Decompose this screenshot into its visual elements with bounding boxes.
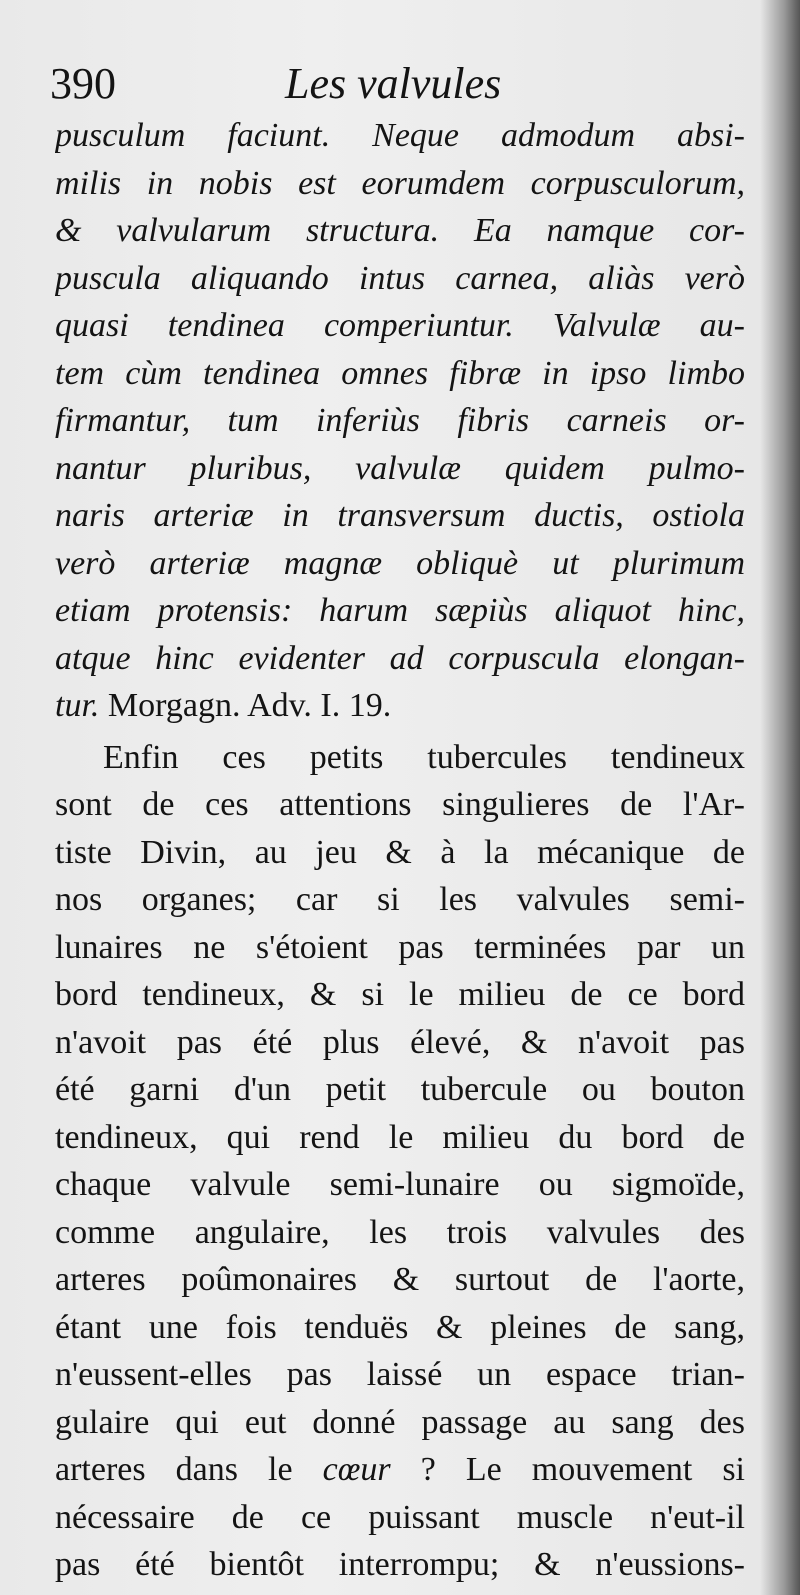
text-line: tem cùm tendinea omnes fibræ in ipso limbo	[55, 354, 745, 392]
text-line: comme angulaire, les trois valvules des	[55, 1213, 745, 1251]
text-line: chaque valvule semi-lunaire ou sigmoïde,	[55, 1166, 745, 1203]
text-line: sont de ces attentions singulieres de l'Ar-	[55, 786, 745, 823]
text-line: lunaires ne s'étoient pas terminées par un	[55, 928, 745, 966]
text-line: etiam protensis: harum sæpiùs aliquot hinc,	[55, 592, 745, 629]
text-line: tiste Divin, au jeu & à la mécanique de	[55, 833, 745, 871]
text-line: bord tendineux, & si le milieu de ce bord	[55, 976, 745, 1013]
text-line: n'avoit pas été plus élevé, & n'avoit pas	[55, 1023, 745, 1061]
french-paragraph	[55, 734, 745, 1589]
running-title: Les valvules	[285, 59, 502, 108]
page-header	[50, 58, 750, 118]
text-line: atque hinc evidenter ad corpuscula elongan-	[55, 639, 745, 677]
latin-final-word: tur.	[55, 687, 100, 724]
text-line: milis in nobis est eorumdem corpusculorum,	[55, 164, 745, 202]
text-line: naris arteriæ in transversum ductis, ostiola	[55, 497, 745, 534]
italic-word: cœur	[322, 1451, 391, 1488]
text-line	[55, 1446, 745, 1494]
text-line: arteres poûmonaires & surtout de l'aorte,	[55, 1261, 745, 1298]
text-line: tendineux, qui rend le milieu du bord de	[55, 1118, 745, 1156]
latin-quotation	[55, 112, 745, 730]
citation-line	[55, 682, 745, 730]
text-line: nantur pluribus, valvulæ quidem pulmo-	[55, 449, 745, 487]
text-line: été garni d'un petit tubercule ou bouton	[55, 1071, 745, 1108]
text-line: nos organes; car si les valvules semi-	[55, 881, 745, 918]
text-line: & valvularum structura. Ea namque cor-	[55, 212, 745, 249]
text-line: n'eussent-elles pas laissé un espace trian-	[55, 1356, 745, 1393]
page-number: 390	[50, 59, 116, 108]
text-line: étant une fois tenduës & pleines de sang,	[55, 1308, 745, 1346]
text-line: firmantur, tum inferiùs fibris carneis or-	[55, 402, 745, 439]
line-segment: ? Le mouvement si	[420, 1451, 745, 1488]
text-line: pas été bientôt interrompu; & n'eussions-	[55, 1546, 745, 1583]
citation: Morgagn. Adv. I. 19.	[107, 687, 392, 724]
text-line: verò arteriæ magnæ obliquè ut plurimum	[55, 544, 745, 582]
text-line: Enfin ces petits tubercules tendineux	[103, 738, 745, 776]
text-line: pusculum faciunt. Neque admodum absi-	[55, 117, 745, 154]
text-line: quasi tendinea comperiuntur. Valvulæ au-	[55, 307, 745, 344]
text-line: gulaire qui eut donné passage au sang des	[55, 1403, 745, 1441]
text-line: puscula aliquando intus carnea, aliàs verò	[55, 259, 745, 297]
body-text	[55, 112, 745, 1589]
line-segment: arteres dans le	[55, 1451, 293, 1488]
text-line: nécessaire de ce puissant muscle n'eut-il	[55, 1498, 745, 1536]
